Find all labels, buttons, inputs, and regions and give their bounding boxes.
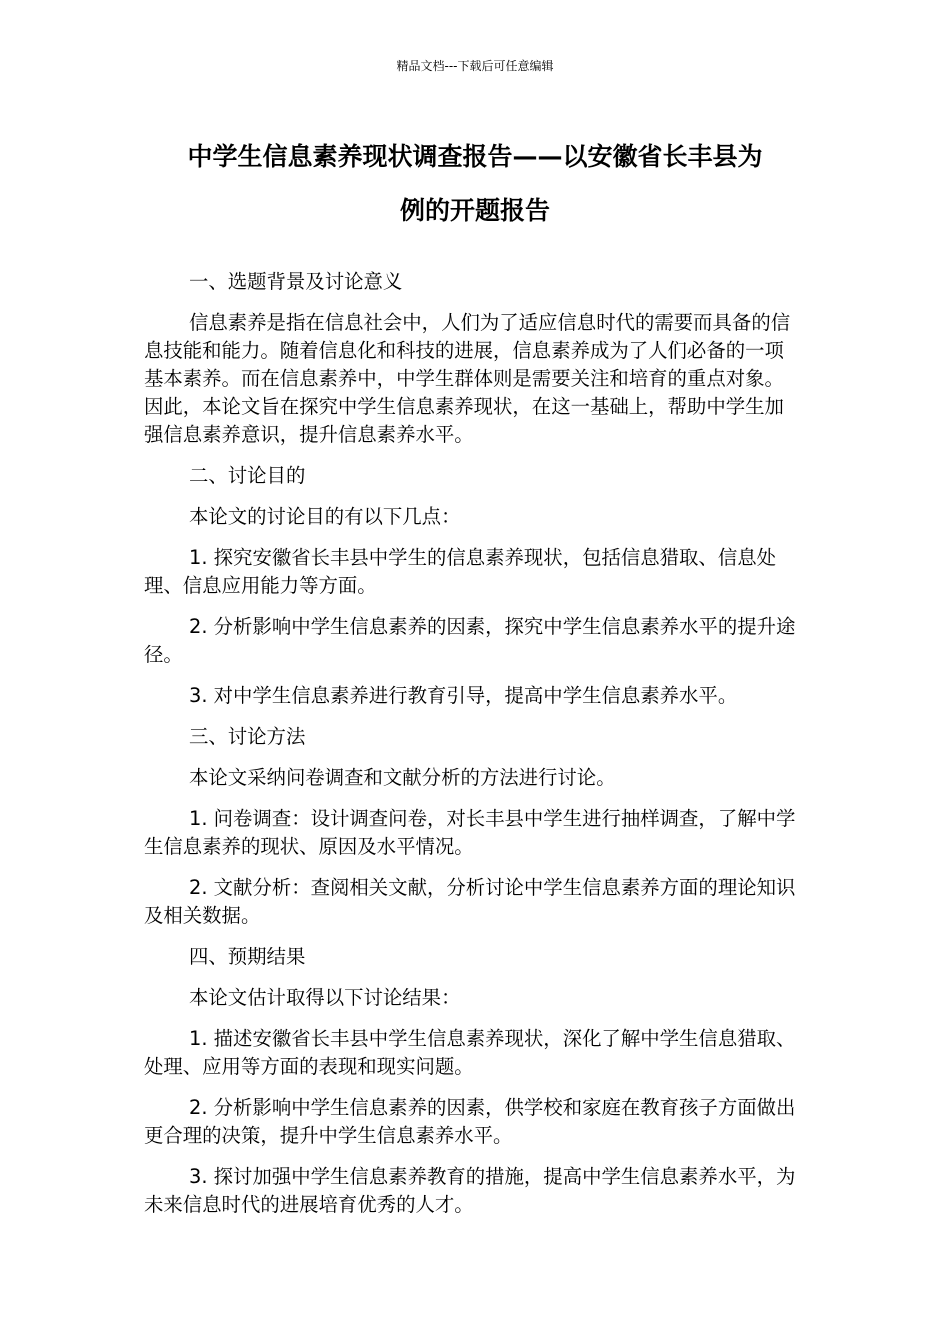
method-item-2: 2. 文献分析：查阅相关文献，分析讨论中学生信息素养方面的理论知识及相关数据。 bbox=[144, 876, 796, 927]
title-line-2: 例的开题报告 bbox=[399, 196, 550, 225]
purpose-item-3: 3. 对中学生信息素养进行教育引导，提高中学生信息素养水平。 bbox=[189, 684, 738, 707]
section-heading-purpose: 二、讨论目的 bbox=[189, 464, 306, 487]
header-note: 精品文档---下载后可任意编辑 bbox=[396, 59, 554, 73]
background-paragraph: 信息素养是指在信息社会中，人们为了适应信息时代的需要而具备的信息技能和能力。随着信息化和科技的进展，信息素养成为了人们必备的一项基本素养。而在信息素养中，中学生群体则是需要关注和培育的重点对象。因此，本论文旨在探究中学生信息素养现状，在这一基础上，帮助中学生加强信息素养意识，提升信息素养水平。 bbox=[144, 311, 791, 446]
document-body bbox=[144, 268, 800, 1232]
title-line-1: 中学生信息素养现状调查报告——以安徽省长丰县为 bbox=[187, 142, 763, 171]
section-heading-method: 三、讨论方法 bbox=[189, 725, 306, 748]
method-intro: 本论文采纳问卷调查和文献分析的方法进行讨论。 bbox=[189, 766, 616, 789]
purpose-item-2: 2. 分析影响中学生信息素养的因素，探究中学生信息素养水平的提升途径。 bbox=[144, 615, 796, 666]
document-title bbox=[140, 130, 810, 238]
purpose-item-1: 1. 探究安徽省长丰县中学生的信息素养现状，包括信息猎取、信息处理、信息应用能力等方面。 bbox=[144, 546, 776, 597]
results-item-1: 1. 描述安徽省长丰县中学生信息素养现状，深化了解中学生信息猎取、处理、应用等方面的表现和现实问题。 bbox=[144, 1027, 796, 1078]
section-heading-results: 四、预期结果 bbox=[189, 945, 306, 968]
results-intro: 本论文估计取得以下讨论结果： bbox=[189, 986, 461, 1009]
purpose-intro: 本论文的讨论目的有以下几点： bbox=[189, 505, 461, 528]
results-item-2: 2. 分析影响中学生信息素养的因素，供学校和家庭在教育孩子方面做出更合理的决策，提升中学生信息素养水平。 bbox=[144, 1096, 796, 1147]
method-item-1: 1. 问卷调查：设计调查问卷，对长丰县中学生进行抽样调查，了解中学生信息素养的现状、原因及水平情况。 bbox=[144, 807, 796, 858]
results-item-3: 3. 探讨加强中学生信息素养教育的措施，提高中学生信息素养水平，为未来信息时代的进展培育优秀的人才。 bbox=[144, 1165, 796, 1216]
section-heading-background: 一、选题背景及讨论意义 bbox=[189, 270, 403, 293]
